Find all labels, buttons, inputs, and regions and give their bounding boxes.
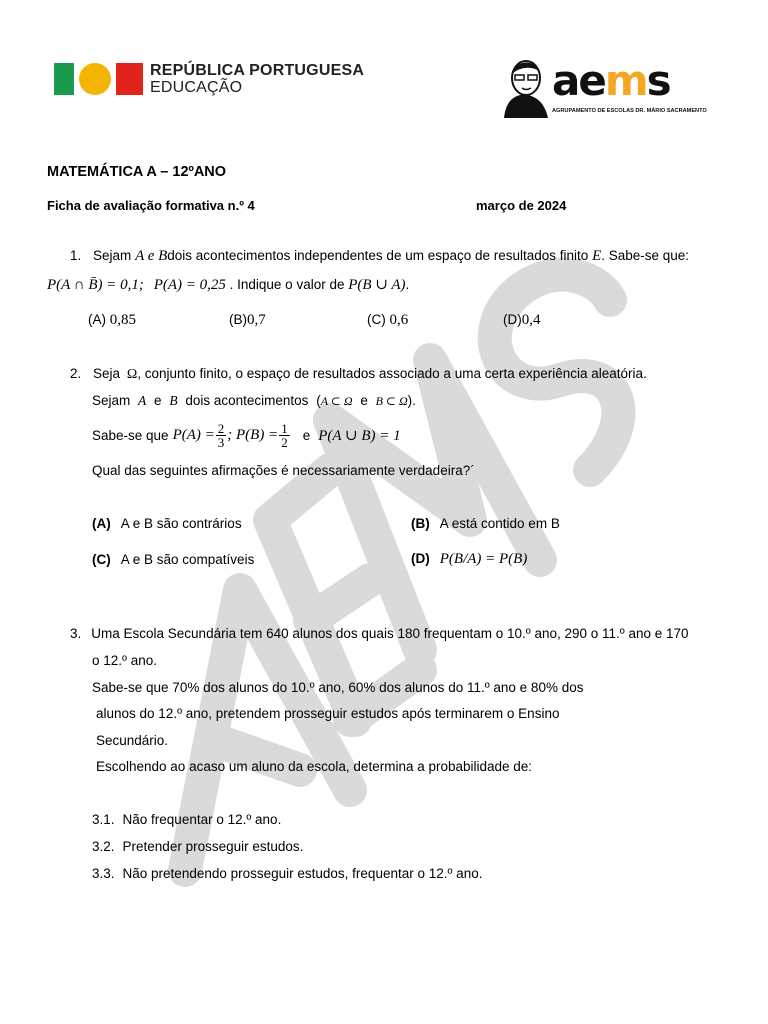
q1-option-b[interactable]: (B)0,7 bbox=[229, 312, 266, 328]
q2-line1: 2. Seja Ω, conjunto finito, o espaço de resultados associado a uma certa experiência aleatória. bbox=[70, 366, 647, 382]
q3-number: 3. bbox=[70, 626, 82, 641]
school-name: AGRUPAMENTO DE ESCOLAS DR. MÁRIO SACRAMENTO bbox=[552, 108, 707, 114]
q1-line2: P(A ∩ B̄) = 0,1; P(A) = 0,25 . Indique o valor de P(B ∪ A). bbox=[47, 277, 410, 293]
q2-question: Qual das seguintes afirmações é necessariamente verdadeira?´ bbox=[92, 463, 475, 478]
q1-option-c[interactable]: (C) 0,6 bbox=[367, 312, 409, 328]
q1-option-d[interactable]: (D)0,4 bbox=[503, 312, 541, 328]
q2-option-c[interactable]: (C) A e B são compatíveis bbox=[92, 552, 255, 567]
q1-given1: P(A ∩ B̄) = 0,1; bbox=[47, 277, 144, 293]
gov-line1: REPÚBLICA PORTUGUESA bbox=[150, 62, 365, 79]
q3-line5: Secundário. bbox=[96, 733, 169, 748]
school-logo bbox=[500, 56, 710, 120]
q3-line1: 3. Uma Escola Secundária tem 640 alunos dos quais 180 frequentam o 10.º ano, 290 o 11.º ano e 170 bbox=[70, 626, 689, 641]
q2-line2: Sejam A e B dois acontecimentos (A ⊂ Ω e B ⊂ Ω). bbox=[92, 393, 416, 408]
q1-option-a[interactable]: (A) 0,85 bbox=[88, 312, 137, 328]
document-subtitle: Ficha de avaliação formativa n.º 4 bbox=[47, 198, 255, 213]
q2-number: 2. bbox=[70, 366, 82, 381]
document-title: MATEMÁTICA A – 12ºANO bbox=[47, 164, 227, 180]
q2-option-d[interactable]: (D) P(B/A) = P(B) bbox=[411, 551, 528, 567]
q3-line6: Escolhendo ao acaso um aluno da escola, determina a probabilidade de: bbox=[96, 759, 533, 774]
aems-wordmark: aems bbox=[552, 56, 670, 105]
q1-ask: P(B ∪ A) bbox=[348, 277, 406, 293]
q3-sub-1: 3.1. Não frequentar o 12.º ano. bbox=[92, 812, 282, 827]
q3-line4: alunos do 12.º ano, pretendem prosseguir estudos após terminarem o Ensino bbox=[96, 706, 560, 721]
q2-option-b[interactable]: (B) A está contido em B bbox=[411, 516, 560, 531]
red-square bbox=[116, 63, 143, 95]
fraction-two-thirds: $\frac{2}{3}$ bbox=[217, 420, 225, 450]
q2-line3: Sabe-se que P(A) = $\frac{2}{3}$ ; P(B) = $\frac{1}{2}$ e P(A ∪ B) = 1 bbox=[92, 420, 401, 450]
q2-option-a[interactable]: (A) A e B são contrários bbox=[92, 516, 242, 531]
document-date: março de 2024 bbox=[476, 198, 567, 213]
q3-sub-3: 3.3. Não pretendendo prosseguir estudos, frequentar o 12.º ano. bbox=[92, 866, 483, 881]
q1-given2: P(A) = 0,25 bbox=[153, 277, 226, 293]
gov-line2: EDUCAÇÃO bbox=[150, 79, 243, 96]
q1-number: 1. bbox=[70, 248, 82, 263]
q3-line3: Sabe-se que 70% dos alunos do 10.º ano, 60% dos alunos do 11.º ano e 80% dos bbox=[92, 680, 584, 695]
q3-sub-2: 3.2. Pretender prosseguir estudos. bbox=[92, 839, 304, 854]
yellow-circle bbox=[79, 63, 111, 95]
q3-line2: o 12.º ano. bbox=[92, 653, 157, 668]
q1-line1: 1. Sejam A e Bdois acontecimentos independentes de um espaço de resultados finito E. Sabe-se que: bbox=[70, 248, 690, 264]
government-logo bbox=[54, 62, 364, 96]
fraction-one-half: $\frac{1}{2}$ bbox=[281, 420, 288, 450]
green-square bbox=[54, 63, 74, 95]
portrait-icon bbox=[500, 56, 550, 118]
